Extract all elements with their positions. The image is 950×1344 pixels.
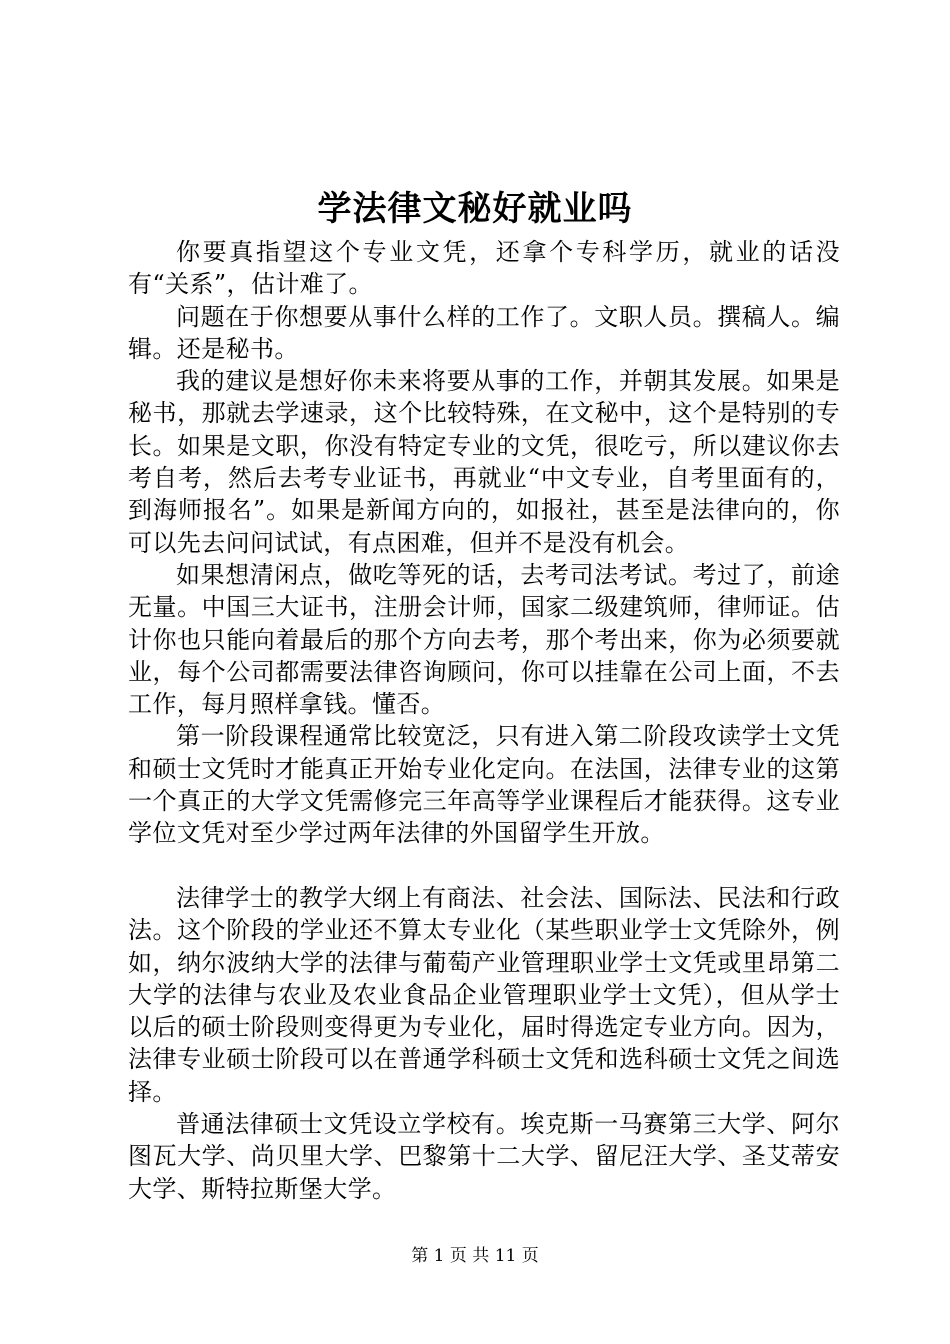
paragraph-7: 普通法律硕士文凭设立学校有。埃克斯一马赛第三大学、阿尔图瓦大学、尚贝里大学、巴黎第十二大学、留尼汪大学、圣艾蒂安大学、斯特拉斯堡大学。 (128, 1110, 840, 1203)
paragraph-1: 你要真指望这个专业文凭，还拿个专科学历，就业的话没有“关系”，估计难了。 (128, 238, 840, 299)
paragraph-5: 第一阶段课程通常比较宽泛，只有进入第二阶段攻读学士文凭和硕士文凭时才能真正开始专业化定向。在法国，法律专业的这第一个真正的大学文凭需修完三年高等学业课程后才能获得。这专业学位文凭对至少学过两年法律的外国留学生开放。 (128, 722, 840, 848)
paragraph-3: 我的建议是想好你未来将要从事的工作，并朝其发展。如果是秘书，那就去学速录，这个比较特殊，在文秘中，这个是特别的专长。如果是文职，你没有特定专业的文凭，很吃亏，所以建议你去考自考，然后去考专业证书，再就业“中文专业，自考里面有的，到海师报名”。如果是新闻方向的，如报社，甚至是法律向的，你可以先去问问试试，有点困难，但并不是没有机会。 (128, 367, 840, 557)
page-title: 学法律文秘好就业吗 (317, 189, 633, 229)
paragraph-spacer (128, 850, 840, 882)
paragraph-6: 法律学士的教学大纲上有商法、社会法、国际法、民法和行政法。这个阶段的学业还不算太专业化（某些职业学士文凭除外，例如，纳尔波纳大学的法律与葡萄产业管理职业学士文凭或里昂第二大学的法律与农业及农业食品企业管理职业学士文凭），但从学士以后的硕士阶段则变得更为专业化，届时得选定专业方向。因为，法律专业硕士阶段可以在普通学科硕士文凭和选科硕士文凭之间选择。 (128, 883, 840, 1106)
document-body (128, 236, 840, 1205)
paragraph-2: 问题在于你想要从事什么样的工作了。文职人员。撰稿人。编辑。还是秘书。 (128, 302, 840, 363)
page-footer: 第 1 页 共 11 页 (411, 1246, 539, 1266)
paragraph-4: 如果想清闲点，做吃等死的话，去考司法考试。考过了，前途无量。中国三大证书，注册会计师，国家二级建筑师，律师证。估计你也只能向着最后的那个方向去考，那个考出来，你为必须要就业，每个公司都需要法律咨询顾问，你可以挂靠在公司上面，不去工作，每月照样拿钱。懂否。 (128, 560, 840, 719)
